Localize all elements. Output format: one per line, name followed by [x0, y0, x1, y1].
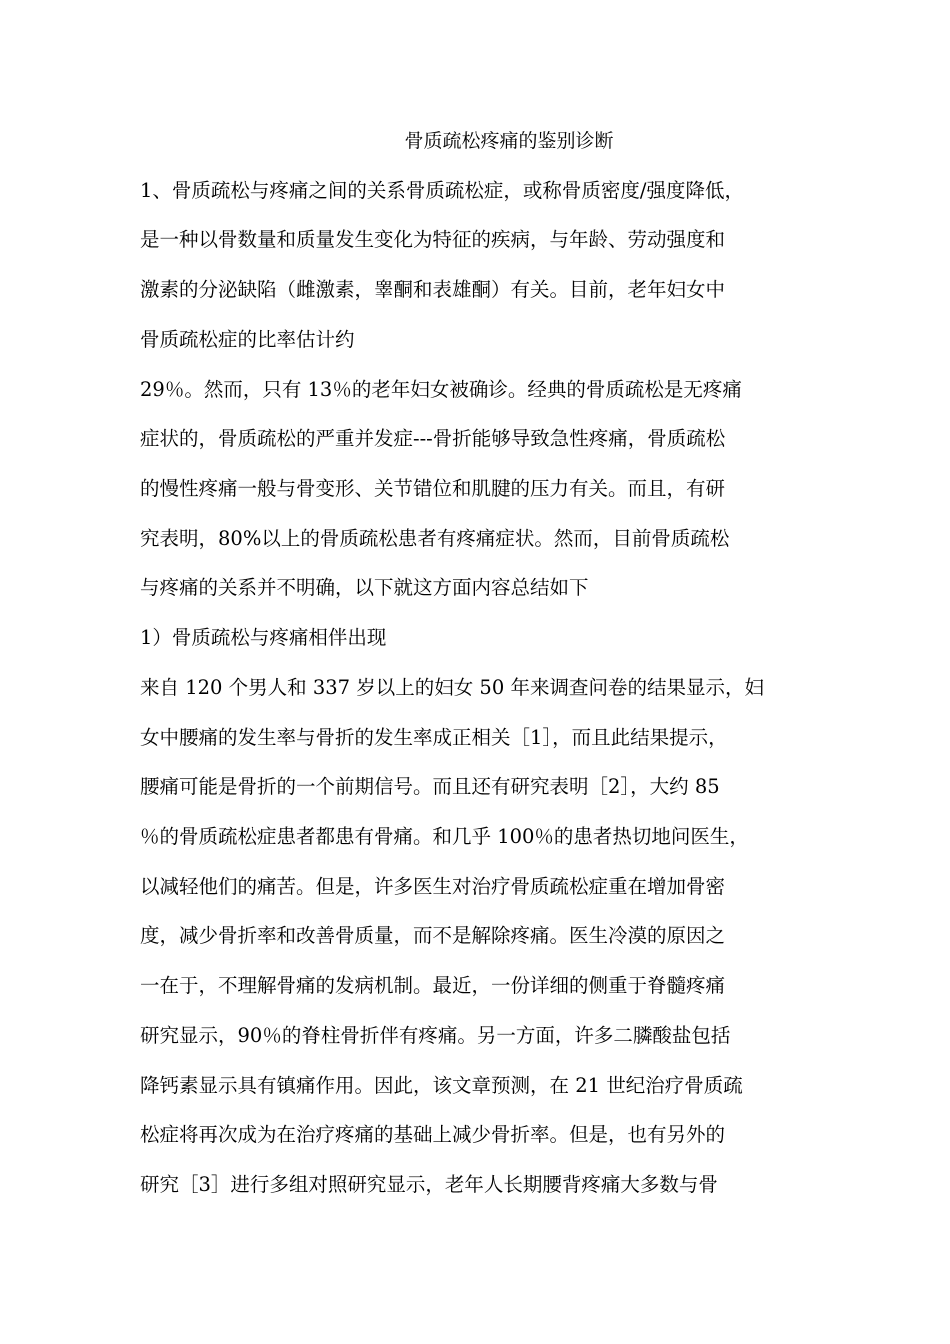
paragraph-line: 女中腰痛的发生率与骨折的发生率成正相关［1］，而且此结果提示，: [140, 726, 728, 749]
paragraph-line: 腰痛可能是骨折的一个前期信号。而且还有研究表明［2］，大约 85: [140, 775, 720, 798]
paragraph-line: 松症将再次成为在治疗疼痛的基础上减少骨折率。但是，也有另外的: [140, 1123, 726, 1146]
paragraph-line: 降钙素显示具有镇痛作用。因此，该文章预测，在 21 世纪治疗骨质疏: [140, 1074, 743, 1097]
paragraph-line: 与疼痛的关系并不明确，以下就这方面内容总结如下: [140, 576, 589, 599]
paragraph-line: 29％。然而，只有 13％的老年妇女被确诊。经典的骨质疏松是无疼痛: [140, 378, 742, 401]
paragraph-line: 的慢性疼痛一般与骨变形、关节错位和肌腱的压力有关。而且，有研: [140, 477, 726, 500]
paragraph-line: 研究［3］进行多组对照研究显示，老年人长期腰背疼痛大多数与骨: [140, 1173, 718, 1196]
paragraph-line: 是一种以骨数量和质量发生变化为特征的疾病，与年龄、劳动强度和: [140, 228, 726, 251]
paragraph-line: 以减轻他们的痛苦。但是，许多医生对治疗骨质疏松症重在增加骨密: [140, 875, 726, 898]
paragraph-line: 来自 120 个男人和 337 岁以上的妇女 50 年来调查问卷的结果显示，妇: [140, 676, 764, 699]
paragraph-line: 症状的，骨质疏松的严重并发症---骨折能够导致急性疼痛，骨质疏松: [140, 427, 726, 450]
paragraph-line: 度，减少骨折率和改善骨质量，而不是解除疼痛。医生冷漠的原因之: [140, 924, 726, 947]
paragraph-line: 1、骨质疏松与疼痛之间的关系骨质疏松症，或称骨质密度/强度降低，: [140, 179, 744, 202]
section-heading: 1）骨质疏松与疼痛相伴出现: [140, 626, 387, 649]
paragraph-line: 骨质疏松症的比率估计约: [140, 328, 355, 351]
paragraph-line: 一在于，不理解骨痛的发病机制。最近，一份详细的侧重于脊髓疼痛: [140, 974, 726, 997]
paragraph-line: 究表明，80%以上的骨质疏松患者有疼痛症状。然而，目前骨质疏松: [140, 527, 730, 550]
document-title: 骨质疏松疼痛的鉴别诊断: [404, 130, 614, 152]
paragraph-line: 激素的分泌缺陷（雌激素，睾酮和表雄酮）有关。目前，老年妇女中: [140, 278, 726, 301]
paragraph-line: ％的骨质疏松症患者都患有骨痛。和几乎 100％的患者热切地问医生，: [140, 825, 749, 848]
paragraph-line: 研究显示，90％的脊柱骨折伴有疼痛。另一方面，许多二膦酸盐包括: [140, 1024, 731, 1047]
